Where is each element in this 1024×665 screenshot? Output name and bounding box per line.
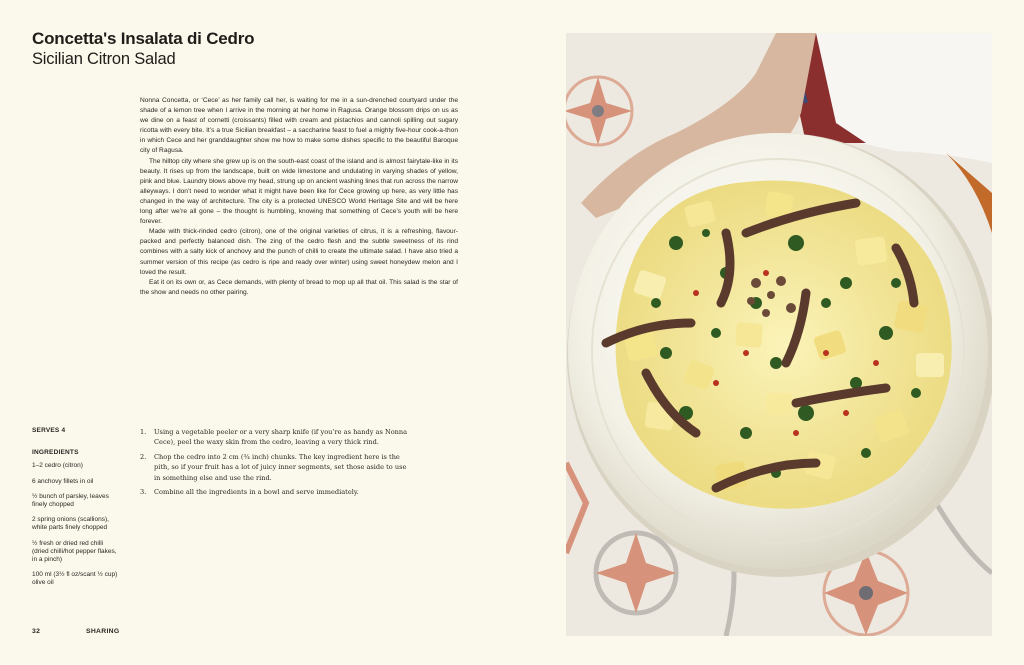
method-steps: [140, 427, 410, 501]
ingredient-item: 6 anchovy fillets in oil: [32, 477, 94, 485]
intro-text: [140, 96, 458, 298]
intro-paragraph: Nonna Concetta, or ‘Cece’ as her family call her, is waiting for me in a sun-drenched courtyard under the shade of a lemon tree when I arrive in the morning at her home in Ragusa. Orange blossom drips on us as we dine on a feast of cornetti (croissants) filled with cream and pistachios and cannoli spilling out sugary ricotta with every bite. It’s a true Sicilian breakfast – a saccharine feast to fuel a mighty five-hour cook-a-thon in which Cece and her granddaughter show me how to make some dishes specific to the beautiful Baroque city of Ragusa.: [140, 97, 458, 155]
step-text: Using a vegetable peeler or a very sharp knife (if you’re as handy as Nonna Cece), peel the waxy skin from the cedro, leaving a very thick rind.: [154, 428, 408, 447]
ingredient-item: ½ bunch of parsley, leaves finely chopped: [32, 492, 109, 509]
step-number: 1.: [140, 428, 147, 436]
ingredients-sidebar: [32, 427, 120, 595]
ingredient-item: 2 spring onions (scallions), white parts finely chopped: [32, 516, 109, 532]
citron-chunks: [616, 181, 952, 509]
ingredients-heading: INGREDIENTS: [32, 449, 79, 457]
page-number: 32: [32, 628, 41, 635]
method-step: [140, 427, 410, 448]
serves-label: SERVES 4: [32, 427, 66, 434]
recipe-subtitle: Sicilian Citron Salad: [32, 50, 176, 68]
ingredient-item: ½ fresh or dried red chilli (dried chilli/hot pepper flakes, in a pinch): [32, 539, 117, 564]
step-number: 2.: [140, 452, 147, 461]
intro-paragraph: Eat it on its own or, as Cece demands, with plenty of bread to mop up all that oil. This salad is the star of the show and needs no other pairing.: [140, 278, 458, 296]
page-footer: [32, 628, 120, 635]
method-step: [140, 487, 410, 497]
recipe-title: Concetta's Insalata di Cedro: [32, 29, 255, 48]
step-number: 3.: [140, 488, 147, 497]
section-name: SHARING: [86, 628, 120, 635]
ingredients-list: [32, 462, 120, 587]
ingredient-item: 1–2 cedro (citron): [32, 462, 83, 470]
intro-paragraph: Made with thick-rinded cedro (citron), one of the original varieties of citrus, it is a refreshing, flavour-packed and perfectly balanced dish. The zing of the cedro flesh and the subtle sweetness of its rind combines with a salty kick of anchovy and the punch of chilli to create the ultimate salad. I have also tried a summer version of this recipe (as cedro is ripe and ready over winter) using sweet honeydew melon and I loved the result.: [140, 228, 458, 276]
ingredient-item: 100 ml (3½ fl oz/scant ½ cup) olive oil: [32, 571, 118, 587]
method-step: [140, 452, 410, 483]
step-text: Chop the cedro into 2 cm (¾ inch) chunks. The key ingredient here is the pith, so if your fruit has a lot of juicy inner segments, set those aside to use in something else and use the rind.: [154, 452, 407, 482]
step-text: Combine all the ingredients in a bowl and serve immediately.: [154, 488, 359, 497]
salad-photo: [566, 33, 992, 636]
intro-paragraph: The hilltop city where she grew up is on the south-east coast of the island and is almost fairytale-like in its beauty. It rises up from the landscape, built on wide limestone and undulating in varying shades of yellow, pink and blue. Laundry blows above my head, strung up on ancient washing lines that run across the narrow alleyways. I don’t need to wonder what it might have been like for Cece growing up here, as very little has changed in the way of architecture. The city is a protected UNESCO World Heritage Site and will be here long after we’re all gone – the thought is humbling, knowing that something of Cece’s youth will be here forever.: [140, 157, 458, 226]
